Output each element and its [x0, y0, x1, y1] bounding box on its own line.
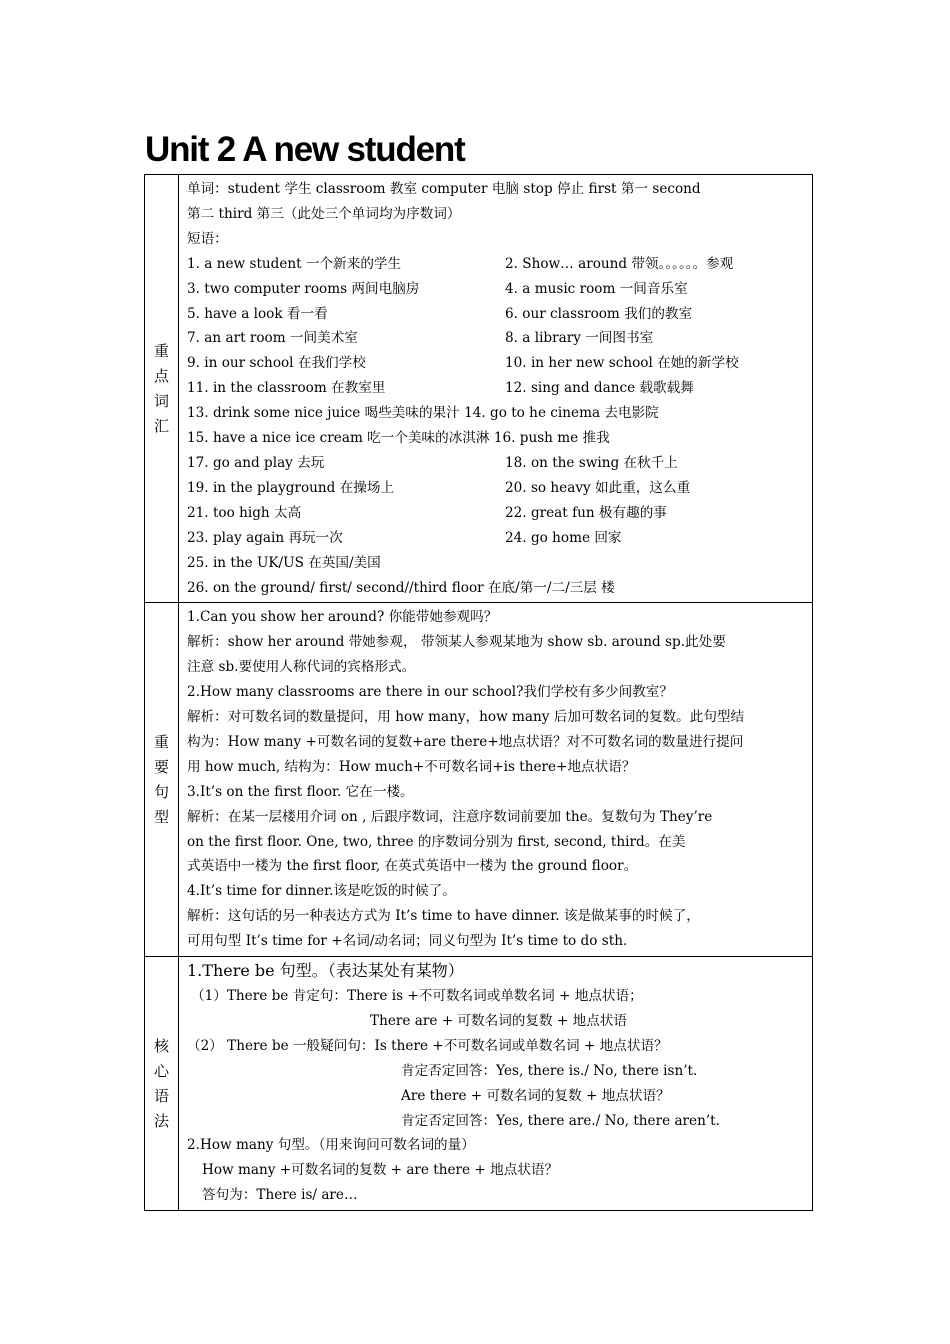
- phrase-row: [187, 326, 807, 351]
- text-line: 解析：在某一层楼用介词 on , 后跟序数词，注意序数词前要加 the。复数句为 They’re: [187, 808, 713, 825]
- text-line: 答句为：There is/ are…: [202, 1187, 358, 1204]
- phrase-row: [187, 302, 807, 327]
- phrase-item: 24. go home 回家: [505, 529, 622, 546]
- phrase-item: 9. in our school 在我们学校: [187, 355, 366, 372]
- table-row: [145, 175, 813, 603]
- phrase-row: [187, 451, 807, 476]
- phrase-row: [187, 252, 807, 277]
- text-line: Are there + 可数名词的复数 + 地点状语？: [401, 1087, 670, 1104]
- phrase-item: 22. great fun 极有趣的事: [505, 504, 667, 521]
- phrase-item: 20. so heavy 如此重，这么重: [505, 479, 691, 496]
- text-line: 第二 third 第三（此处三个单词均为序数词）: [187, 205, 461, 222]
- notes-table: [144, 174, 813, 1211]
- phrase-item: 19. in the playground 在操场上: [187, 479, 395, 496]
- phrase-row: [187, 376, 807, 401]
- text-line: 15. have a nice ice cream 吃一个美味的冰淇淋 16. push me 推我: [187, 430, 610, 447]
- phrase-row: [187, 351, 807, 376]
- phrase-item: 12. sing and dance 载歌载舞: [505, 380, 694, 397]
- phrase-row: [187, 526, 807, 551]
- section-content: [179, 957, 813, 1211]
- phrase-item: 2. Show… around 带领。。。。。。参观: [505, 255, 734, 272]
- section-label: 重 点 词 汇: [145, 175, 179, 603]
- phrase-item: 23. play again 再玩一次: [187, 529, 343, 546]
- text-line: on the first floor. One, two, three 的序数词分别为 first, second, third。在美: [187, 833, 686, 850]
- phrase-item: 6. our classroom 我们的教室: [505, 305, 693, 322]
- page-title: Unit 2 A new student: [145, 130, 465, 169]
- text-line: 1.Can you show her around? 你能带她参观吗？: [187, 609, 498, 626]
- section-label: 重 要 句 型: [145, 603, 179, 957]
- phrase-item: 10. in her new school 在她的新学校: [505, 355, 739, 372]
- phrase-item: 8. a library 一间图书室: [505, 330, 654, 347]
- text-line: 4.It’s time for dinner.该是吃饭的时候了。: [187, 883, 456, 900]
- text-line: 式英语中一楼为 the first floor, 在英式英语中一楼为 the ground floor。: [187, 858, 638, 875]
- text-line: There are + 可数名词的复数 + 地点状语: [370, 1012, 627, 1029]
- text-line: （2） There be 一般疑问句：Is there +不可数名词或单数名词 + 地点状语？: [187, 1037, 668, 1054]
- table-row: [145, 603, 813, 957]
- text-line: 解析：对可数名词的数量提问，用 how many，how many 后加可数名词的复数。此句型结: [187, 709, 745, 726]
- phrase-row: [187, 501, 807, 526]
- text-line: 解析：这句话的另一种表达方式为 It’s time to have dinner. 该是做某事的时候了，: [187, 908, 700, 925]
- text-line: 2.How many 句型。（用来询问可数名词的量）: [187, 1137, 475, 1154]
- text-line: 注意 sb.要使用人称代词的宾格形式。: [187, 659, 416, 676]
- text-line: 25. in the UK/US 在英国/美国: [187, 554, 381, 571]
- text-line: 构为：How many +可数名词的复数+are there+地点状语？对不可数名词的数量进行提问: [187, 733, 744, 750]
- section-label: 核 心 语 法: [145, 957, 179, 1211]
- phrase-row: [187, 476, 807, 501]
- table-row: [145, 957, 813, 1211]
- phrase-item: 3. two computer rooms 两间电脑房: [187, 280, 420, 297]
- phrase-item: 11. in the classroom 在教室里: [187, 380, 386, 397]
- phrase-item: 17. go and play 去玩: [187, 454, 325, 471]
- text-line: 短语：: [187, 230, 228, 247]
- section-content: [179, 175, 813, 603]
- phrase-item: 21. too high 太高: [187, 504, 302, 521]
- text-line: 1.There be 句型。（表达某处有某物）: [187, 961, 464, 981]
- phrase-item: 7. an art room 一间美术室: [187, 330, 358, 347]
- text-line: 用 how much, 结构为：How much+不可数名词+is there+地点状语？: [187, 758, 636, 775]
- text-line: （1）There be 肯定句：There is +不可数名词或单数名词 + 地点状语；: [191, 988, 643, 1004]
- text-line: 2.How many classrooms are there in our school?我们学校有多少间教室？: [187, 684, 673, 701]
- section-content: [179, 603, 813, 957]
- text-line: How many +可数名词的复数 + are there + 地点状语？: [202, 1162, 559, 1179]
- phrase-item: 18. on the swing 在秋千上: [505, 454, 678, 471]
- text-line: 可用句型 It’s time for +名词/动名词；同义句型为 It’s time to do sth.: [187, 933, 628, 950]
- text-line: 3.It’s on the first floor. 它在一楼。: [187, 783, 414, 800]
- text-line: 解析：show her around 带她参观， 带领某人参观某地为 show sb. around sp.此处要: [187, 634, 726, 651]
- text-line: 肯定否定回答：Yes, there is./ No, there isn’t.: [401, 1062, 698, 1079]
- phrase-item: 5. have a look 看一看: [187, 305, 328, 322]
- text-line: 肯定否定回答：Yes, there are./ No, there aren’t.: [401, 1112, 720, 1129]
- phrase-item: 4. a music room 一间音乐室: [505, 280, 688, 297]
- text-line: 单词：student 学生 classroom 教室 computer 电脑 stop 停止 first 第一 second: [187, 181, 701, 197]
- text-line: 26. on the ground/ first/ second//third floor 在底/第一/二/三层 楼: [187, 579, 615, 596]
- phrase-row: [187, 277, 807, 302]
- text-line: 13. drink some nice juice 喝些美味的果汁 14. go to he cinema 去电影院: [187, 405, 659, 422]
- phrase-item: 1. a new student 一个新来的学生: [187, 255, 402, 272]
